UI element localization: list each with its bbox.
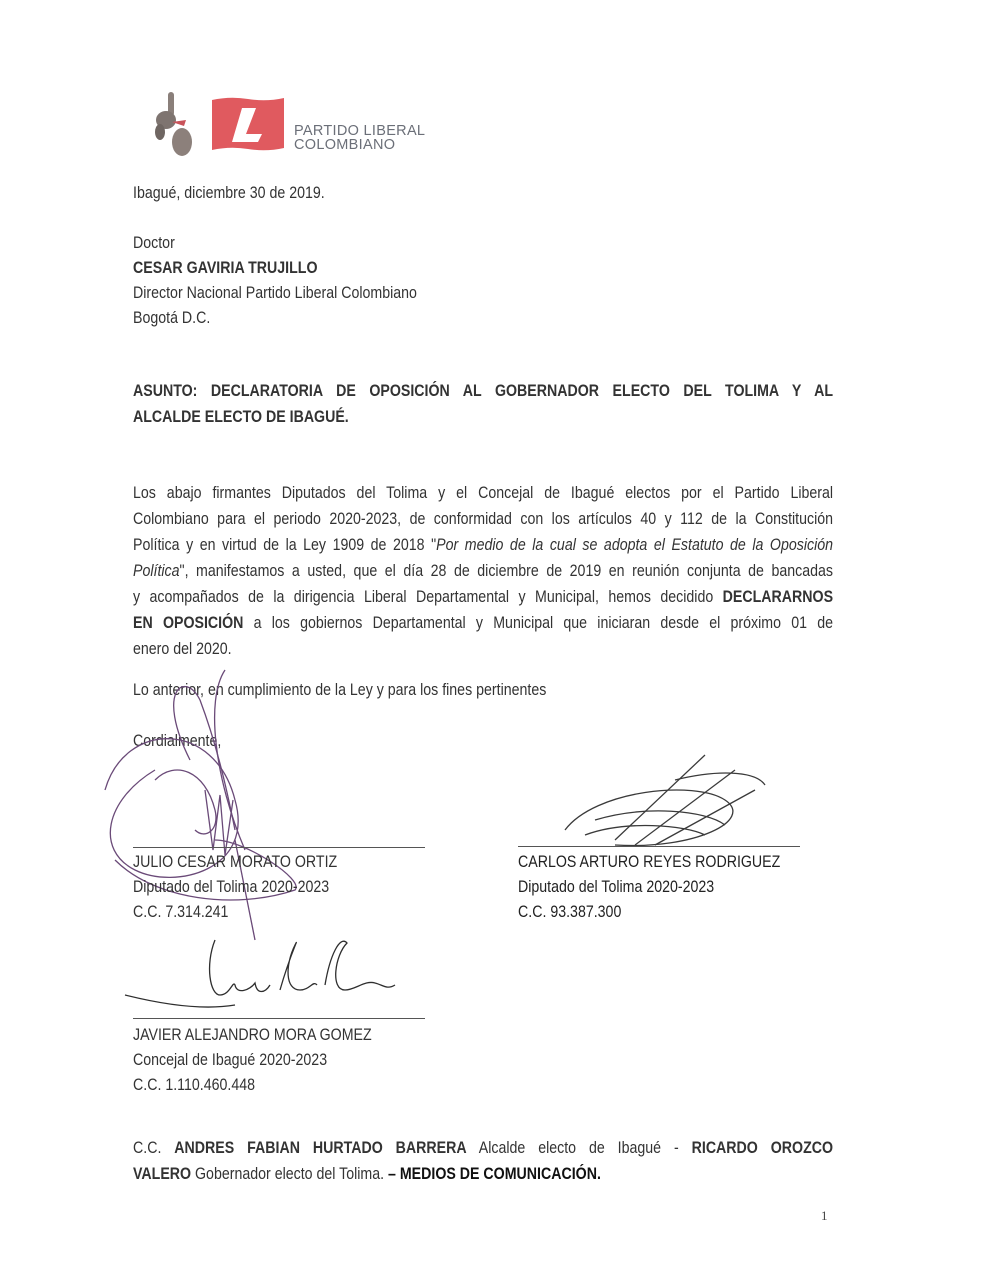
signature-mora-icon	[125, 935, 405, 1020]
signatory-2-name: CARLOS ARTURO REYES RODRIGUEZ	[518, 853, 781, 871]
subject: ASUNTO: DECLARATORIA DE OPOSICIÓN AL GOBERNADOR ELECTO DEL TOLIMA Y AL ALCALDE ELECTO DE IBAGUÉ.	[133, 382, 834, 426]
signatory-3-name: JAVIER ALEJANDRO MORA GOMEZ	[133, 1026, 372, 1044]
cc-block: C.C. ANDRES FABIAN HURTADO BARRERA Alcalde electo de Ibagué - RICARDO OROZCO VALERO Gobernador electo del Tolima. – MEDIOS DE COMUNICACIÓN.	[133, 1139, 834, 1183]
liberal-flag-icon	[212, 96, 284, 152]
closing: Cordialmente,	[133, 732, 222, 750]
closing-sentence: Lo anterior, en cumplimiento de la Ley y para los fines pertinentes	[133, 681, 547, 699]
signatory-1-name: JULIO CESAR MORATO ORTIZ	[133, 853, 338, 871]
signature-line-3	[133, 1018, 425, 1019]
date-line: Ibagué, diciembre 30 de 2019.	[133, 184, 325, 202]
signatory-2-id: C.C. 93.387.300	[518, 903, 622, 921]
signatory-2-role: Diputado del Tolima 2020-2023	[518, 878, 715, 896]
letterhead-logo	[150, 90, 450, 160]
body-paragraph: Los abajo firmantes Diputados del Tolima y el Concejal de Ibagué electos por el Partido Liberal Colombiano para el periodo 2020-2023, de conformidad con los artículos 40 y 112 de la Constitución Política y en virtud de la Ley 1909 de 2018 "Por medio de la cual se adopta el Estatuto de la Oposición Política", manifestamos a usted, que el día 28 de diciembre de 2019 en reunión conjunta de bancadas y acompañados de la dirigencia Liberal Departamental y Municipal, hemos decidido DECLARARNOS EN OPOSICIÓN a los gobiernos Departamental y Municipal que iniciaran desde el próximo 01 de enero del 2020.	[133, 484, 834, 658]
recipient-city: Bogotá D.C.	[133, 309, 211, 327]
party-name: PARTIDO LIBERAL COLOMBIANO	[294, 123, 426, 153]
signatory-3-id: C.C. 1.110.460.448	[133, 1076, 256, 1094]
party-emblem-icon	[150, 90, 198, 158]
signature-line-1	[133, 847, 425, 848]
recipient-title: Director Nacional Partido Liberal Colombiano	[133, 284, 417, 302]
signatory-1-id: C.C. 7.314.241	[133, 903, 229, 921]
signatory-3-role: Concejal de Ibagué 2020-2023	[133, 1051, 328, 1069]
page-number: 1	[821, 1208, 828, 1223]
signature-reyes-icon	[555, 750, 785, 860]
recipient-salutation: Doctor	[133, 234, 175, 252]
recipient-name: CESAR GAVIRIA TRUJILLO	[133, 259, 318, 277]
signatory-1-role: Diputado del Tolima 2020-2023	[133, 878, 330, 896]
signature-line-2	[518, 846, 800, 847]
